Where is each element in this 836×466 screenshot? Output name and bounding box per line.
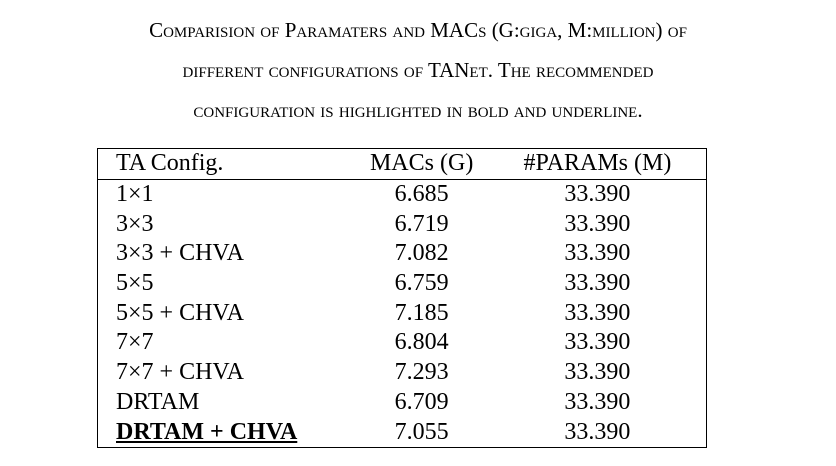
table-row [98, 388, 707, 418]
macs-cell: 7.185 [394, 299, 449, 326]
config-table [97, 148, 707, 448]
table-row [98, 209, 707, 239]
config-cell: 7×7 [116, 329, 154, 356]
config-cell: 5×5 [116, 270, 154, 297]
params-cell: 33.390 [564, 359, 631, 386]
table-row [98, 298, 707, 328]
config-cell: 1×1 [116, 181, 154, 208]
params-cell: 33.390 [564, 418, 631, 445]
config-cell: 7×7 + CHVA [116, 359, 244, 386]
caption-line-3: configuration is highlighted in bold and underline. [193, 98, 643, 122]
recommended-config-label: DRTAM + CHVA [116, 418, 298, 445]
table-row [98, 239, 707, 269]
config-cell: 5×5 + CHVA [116, 299, 244, 326]
macs-cell: 6.685 [394, 181, 449, 208]
params-cell: 33.390 [564, 270, 631, 297]
header-ta-config: TA Config. [98, 149, 355, 180]
macs-cell: 7.055 [394, 418, 449, 445]
table-row [98, 358, 707, 388]
config-cell: 3×3 [116, 210, 154, 237]
params-cell: 33.390 [564, 388, 631, 415]
params-cell: 33.390 [564, 329, 631, 356]
params-cell: 33.390 [564, 299, 631, 326]
header-macs: MACs (G) [354, 149, 488, 180]
macs-cell: 6.759 [394, 270, 449, 297]
params-cell: 33.390 [564, 240, 631, 267]
table-row [98, 328, 707, 358]
params-cell: 33.390 [564, 210, 631, 237]
config-cell: DRTAM [116, 388, 200, 415]
table-row [98, 269, 707, 299]
header-row [98, 149, 707, 180]
macs-cell: 6.709 [394, 388, 449, 415]
macs-cell: 7.293 [394, 359, 449, 386]
header-params: #PARAMs (M) [489, 149, 707, 180]
table-row [98, 179, 707, 209]
table-row-recommended [98, 417, 707, 447]
config-cell: 3×3 + CHVA [116, 240, 244, 267]
macs-cell: 7.082 [394, 240, 449, 267]
caption-line-2: different configurations of TANet. The recommended [182, 58, 654, 82]
params-cell: 33.390 [564, 181, 631, 208]
config-cell-recommended [98, 417, 355, 447]
macs-cell: 6.719 [394, 210, 449, 237]
table-caption [0, 10, 836, 130]
caption-line-1: Comparision of Paramaters and MACs (G:giga, M:million) of [149, 18, 687, 42]
macs-cell: 6.804 [394, 329, 449, 356]
